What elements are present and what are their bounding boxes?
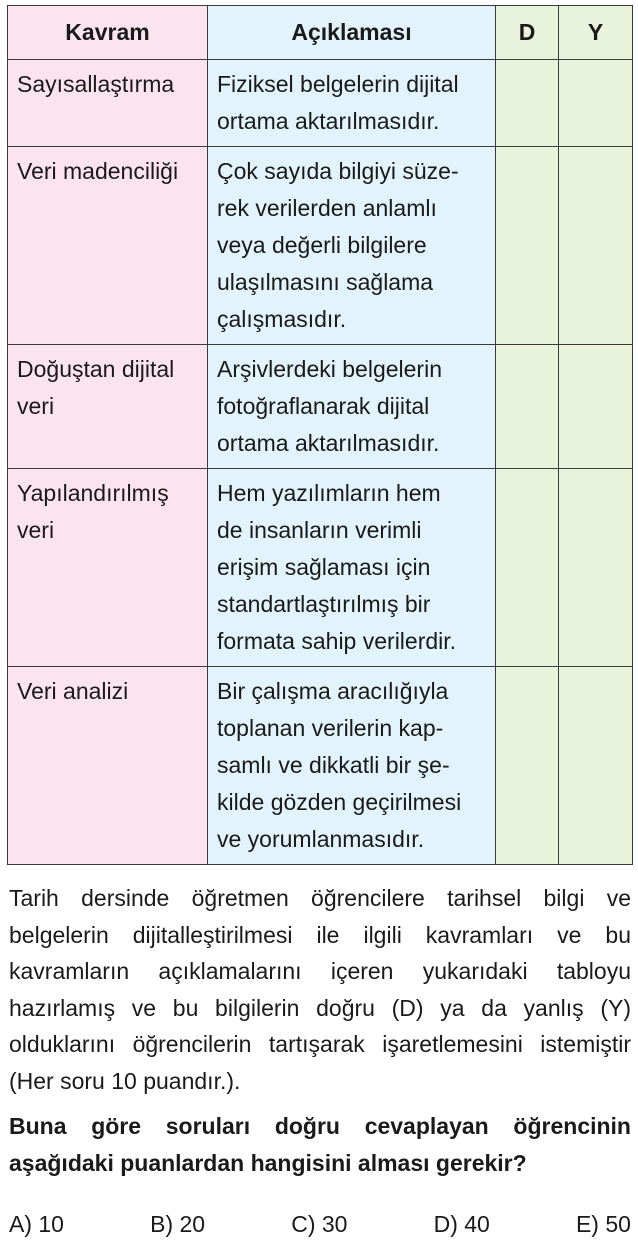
description-line: toplanan verilerin kap-	[217, 715, 444, 741]
description-line: Fiziksel belgelerin dijital	[217, 71, 459, 97]
description-cell	[208, 345, 496, 469]
answer-cell-d[interactable]	[496, 345, 559, 469]
answer-options	[9, 1206, 631, 1242]
header-y: Y	[559, 6, 633, 60]
table-row	[8, 667, 633, 865]
concept-line: Veri madenciliği	[17, 158, 179, 184]
description-cell	[208, 469, 496, 667]
concept-cell	[8, 667, 208, 865]
description-line: ulaşılmasını sağlama	[217, 269, 434, 295]
description-cell	[208, 667, 496, 865]
answer-cell-y[interactable]	[559, 667, 633, 865]
concept-line: Doğuştan dijital	[17, 356, 175, 382]
answer-cell-y[interactable]	[559, 60, 633, 147]
concept-cell	[8, 345, 208, 469]
description-cell	[208, 60, 496, 147]
table-body	[8, 60, 633, 865]
concept-cell	[8, 147, 208, 345]
concept-line: Sayısallaştırma	[17, 71, 175, 97]
header-kavram: Kavram	[8, 6, 208, 60]
question-text: Tarih dersinde öğretmen öğrencilere tarihsel bilgi ve belgelerin dijitalleştirilmesi ile ilgili kavramları ve bu kavramların açıklamalarını içeren yukarıdaki tabloyu hazırlamış ve bu bilgilerin doğru (D) ya da yanlış (Y) olduklarını öğrencilerin tartışarak işaretlemesini istemiştir (Her soru 10 puandır.).	[9, 885, 631, 1094]
answer-cell-y[interactable]	[559, 147, 633, 345]
description-line: ortama aktarılmasıdır.	[217, 108, 440, 134]
table-row	[8, 345, 633, 469]
option-e[interactable]: E) 50	[575, 1211, 631, 1237]
table-row	[8, 469, 633, 667]
question-prompt: Buna göre soruları doğru cevaplayan öğrencinin aşağıdaki puanlardan hangisini alması gerekir?	[9, 1113, 631, 1176]
option-a[interactable]: A) 10	[9, 1211, 64, 1237]
header-aciklama: Açıklaması	[208, 6, 496, 60]
description-line: ortama aktarılmasıdır.	[217, 430, 440, 456]
description-cell	[208, 147, 496, 345]
description-line: çalışmasıdır.	[217, 306, 347, 332]
answer-cell-y[interactable]	[559, 345, 633, 469]
description-line: veya değerli bilgilere	[217, 232, 427, 258]
description-line: Çok sayıda bilgiyi süze-	[217, 158, 459, 184]
answer-cell-d[interactable]	[496, 147, 559, 345]
description-line: Arşivlerdeki belgelerin	[217, 356, 442, 382]
concept-cell	[8, 60, 208, 147]
description-line: de insanların verimli	[217, 517, 422, 543]
description-line: rek verilerden anlamlı	[217, 195, 437, 221]
option-d[interactable]: D) 40	[433, 1211, 490, 1237]
concept-line: veri	[17, 393, 55, 419]
description-line: Hem yazılımların hem	[217, 480, 441, 506]
answer-cell-y[interactable]	[559, 469, 633, 667]
concept-table	[7, 5, 633, 865]
description-line: fotoğraflanarak dijital	[217, 393, 430, 419]
header-d: D	[496, 6, 559, 60]
concept-line: Veri analizi	[17, 678, 129, 704]
description-line: formata sahip verilerdir.	[217, 628, 457, 654]
description-line: samlı ve dikkatli bir şe-	[217, 752, 450, 778]
concept-line: Yapılandırılmış	[17, 480, 169, 506]
table-header-row	[8, 6, 633, 60]
description-line: standartlaştırılmış bir	[217, 591, 431, 617]
option-c[interactable]: C) 30	[291, 1211, 348, 1237]
answer-cell-d[interactable]	[496, 667, 559, 865]
table-row	[8, 147, 633, 345]
option-b[interactable]: B) 20	[150, 1211, 206, 1237]
concept-cell	[8, 469, 208, 667]
description-line: erişim sağlaması için	[217, 554, 431, 580]
answer-cell-d[interactable]	[496, 60, 559, 147]
concept-line: veri	[17, 517, 55, 543]
description-line: ve yorumlanmasıdır.	[217, 826, 425, 852]
table-row	[8, 60, 633, 147]
description-line: kilde gözden geçirilmesi	[217, 789, 462, 815]
answer-cell-d[interactable]	[496, 469, 559, 667]
description-line: Bir çalışma aracılığıyla	[217, 678, 449, 704]
